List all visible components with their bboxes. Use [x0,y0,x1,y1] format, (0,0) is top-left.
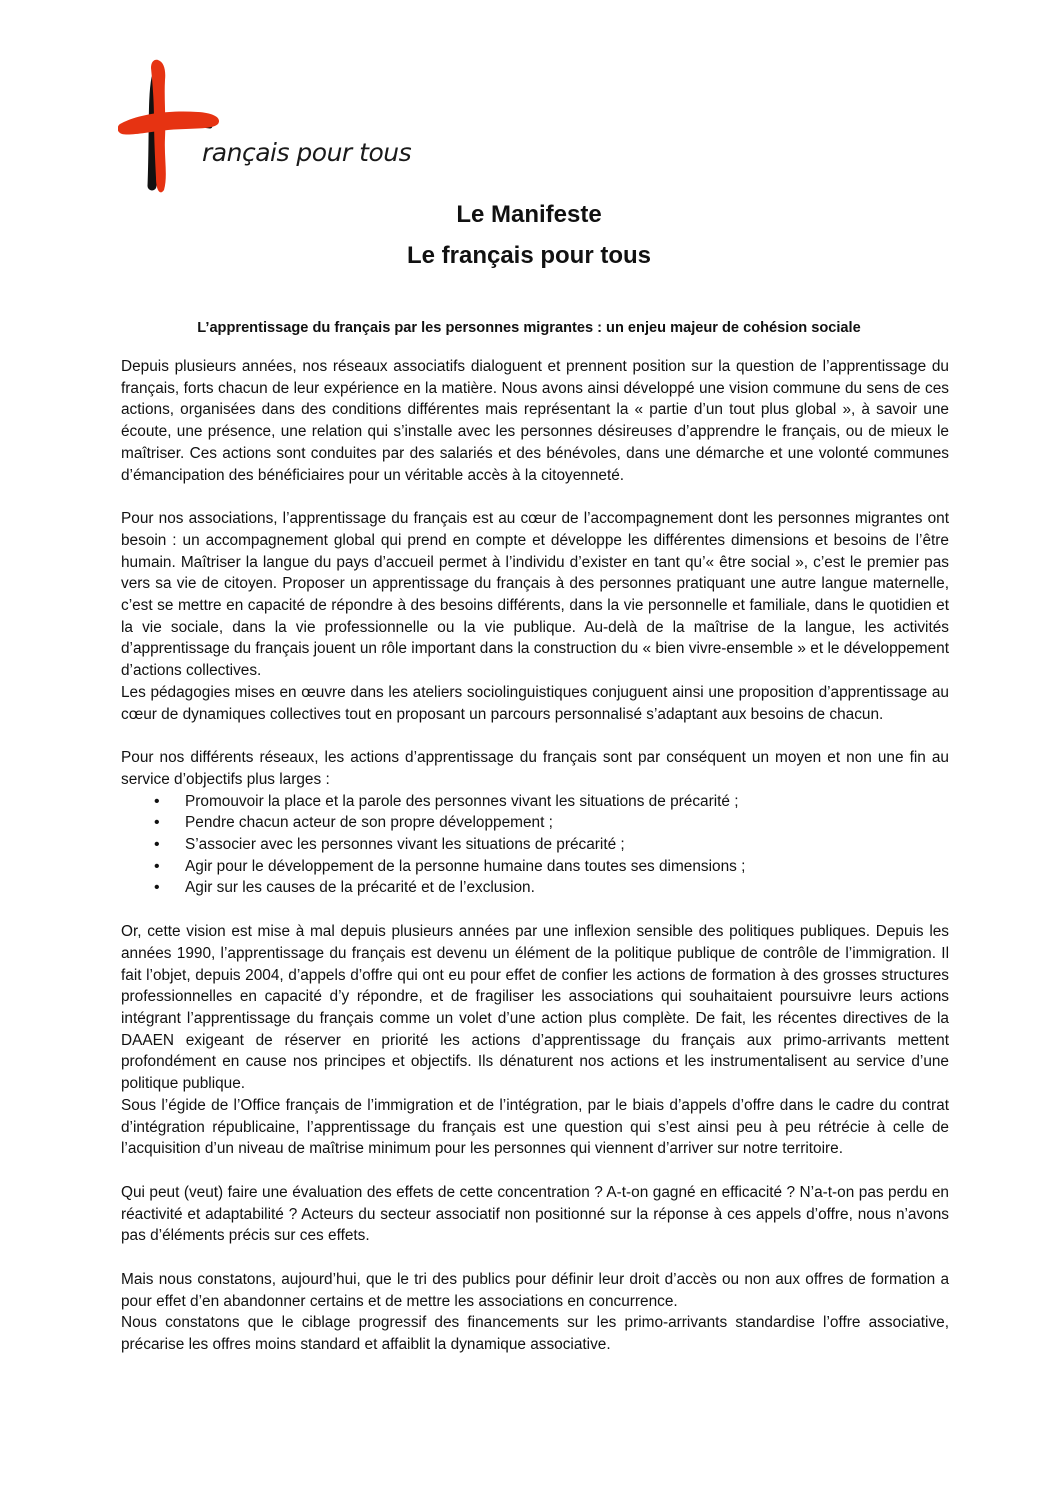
list-item: • Agir pour le développement de la personne humaine dans toutes ses dimensions ; [121,856,949,878]
page-title: Le Manifeste [456,201,602,228]
paragraph: Or, cette vision est mise à mal depuis plusieurs années par une inflexion sensible des politiques publiques. Depuis les années 1990, l’apprentissage du français est devenu un élément de la politique publique de contrôle de l’immigration. Il fait l’objet, depuis 2004, d’appels d’offre qui ont eu pour effet de confier les actions de formation à des grosses structures professionnelles en capacité d’y répondre, et de fragiliser les associations qui souhaitaient poursuivre leurs actions intégrant l’apprentissage du français comme un volet d’une action plus complète. De fait, les récentes directives de la DAAEN exigeant de réserver en priorité les actions d’apprentissage du français aux primo-arrivants mettent profondément en cause nos principes et objectifs. Ils dénaturent nos actions et les instrumentalisent au service d’une politique publique. [121,923,949,1093]
page-subtitle: L’apprentissage du français par les personnes migrantes : un enjeu majeur de cohésion sociale [197,320,861,336]
paragraph: Depuis plusieurs années, nos réseaux associatifs dialoguent et prennent position sur la question de l’apprentissage du français, forts chacun de leur expérience en la matière. Nous avons ainsi développé une vision commune du sens de ces actions, organisées dans des conditions différentes mais représentant la « partie d’un tout plus global », à savoir une écoute, une présence, une relation qui s’installe avec les personnes désireuses d’apprendre le français, ou de mieux le maîtriser. Ces actions sont conduites par des salariés et des bénévoles, dans une démarche et une volonté communes d’émancipation des bénéficiaires pour un véritable accès à la citoyenneté. [121,358,949,484]
paragraph: Qui peut (veut) faire une évaluation des effets de cette concentration ? A-t-on gagné en efficacité ? N’a-t-on pas perdu en réactivité et adaptabilité ? Acteurs du secteur associatif non positionné sur la réponse à ces appels d’offre, nous n’avons pas d’éléments précis sur ces effets. [121,1183,949,1245]
bullet-list [121,791,949,900]
paragraph: Pour nos différents réseaux, les actions d’apprentissage du français sont par conséquent un moyen et non une fin au service d’objectifs plus larges : [121,749,949,788]
document-body [121,356,949,1356]
paragraph: Les pédagogies mises en œuvre dans les ateliers sociolinguistiques conjuguent ainsi une proposition d’apprentissage au cœur de dynamiques collectives tout en proposant un parcours personnalisé s’adaptant aux besoins de chacun. [121,683,949,723]
page-title-secondary: Le français pour tous [406,242,652,269]
logo [118,58,412,198]
list-item: • S’associer avec les personnes vivant les situations de précarité ; [121,834,949,856]
paragraph: Nous constatons que le ciblage progressif des financements sur les primo-arrivants standardise l’offre associative, précarise les offres moins standard et affaiblit la dynamique associative. [121,1314,949,1354]
list-item: • Agir sur les causes de la précarité et de l’exclusion. [121,877,949,899]
paragraph: Sous l’égide de l’Office français de l’immigration et de l’intégration, par le biais d’appels d’offre dans le cadre du contrat d’intégration républicaine, l’apprentissage du français est une question qui s’est ainsi peu à peu rétrécie à celle de l’acquisition d’un niveau de maîtrise minimum pour les personnes qui viennent d’arriver sur notre territoire. [121,1096,949,1158]
logo-text: rançais pour tous [202,138,412,167]
paragraph: Mais nous constatons, aujourd’hui, que le tri des publics pour définir leur droit d’accès ou non aux offres de formation a pour effet d’en abandonner certains et de mettre les associations en concurrence. [121,1271,949,1310]
list-item: • Pendre chacun acteur de son propre développement ; [121,812,949,834]
paragraph: Pour nos associations, l’apprentissage du français est au cœur de l’accompagnement dont les personnes migrantes ont besoin : un accompagnement global qui prend en compte et développe les différentes dimensions et besoins de l’être humain. Maîtriser la langue du pays d’accueil permet à l’individu d’exister en tant qu’« être social », c’est le premier pas vers sa vie de citoyen. Proposer un apprentissage du français à des personnes pratiquant une autre langue maternelle, c’est se mettre en capacité de répondre à des besoins différents, dans la vie personnelle et familiale, dans le quotidien et la vie sociale, dans la vie professionnelle ou la vie publique. Au-delà de la maîtrise de la langue, les activités d’apprentissage du français jouent un rôle important dans la construction du « bien vivre-ensemble » et le développement d’actions collectives. [121,510,949,680]
francais-pour-tous-logo-icon [118,58,228,198]
list-item: • Promouvoir la place et la parole des personnes vivant les situations de précarité ; [121,791,949,813]
